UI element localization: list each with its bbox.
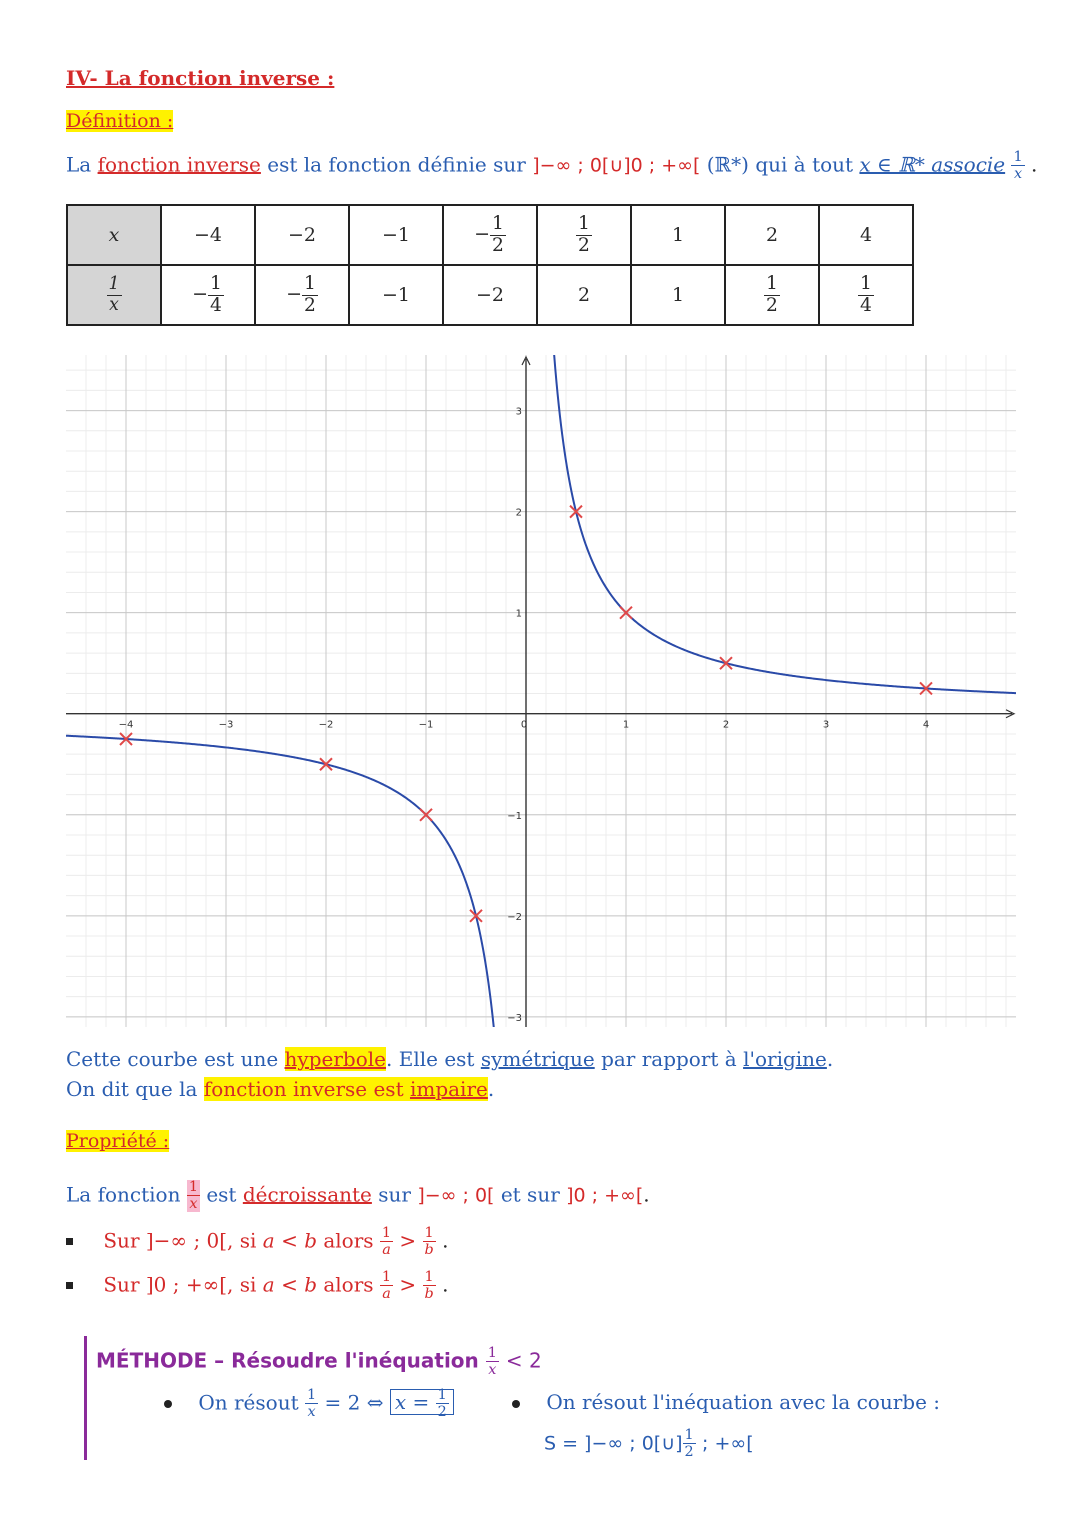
x-tick-label: −4 [118,719,134,731]
table-cell [819,265,913,325]
y-tick-label: −3 [507,1012,522,1024]
curve-t3: . Elle est [386,1047,475,1071]
x-tick-label: −3 [218,719,234,731]
property-label: Propriété : [66,1130,170,1152]
solution-fraction [683,1428,696,1460]
x-tick-label: 3 [822,719,830,731]
def-part-3: est la fonction définie sur [267,152,526,177]
frac-den: b [424,1242,434,1259]
definition-text [66,150,1037,182]
curve-t8: On dit que la [66,1077,198,1101]
curve-line-2 [66,1074,833,1104]
table-cell: 1 [631,265,725,325]
table-cell: 4 [819,205,913,265]
x-tick-label: 4 [922,719,930,731]
curve-branch-positive [553,355,1016,693]
prop-interval-pos: ]0 ; +∞[ [566,1184,644,1207]
def-part-4: qui à tout [755,152,854,177]
bullet1-dot: . [442,1228,449,1253]
frac-den: x [488,1362,497,1379]
prop-t1: La fonction [66,1182,181,1207]
table-cell: 2 [537,265,631,325]
method-title-text: MÉTHODE – Résoudre l'inéquation [96,1348,479,1373]
y-tick-label: 2 [515,507,522,519]
curve-t1: Cette courbe est une [66,1047,279,1071]
frac-num: 1 [381,1225,392,1241]
step1-fraction [305,1388,318,1420]
table-cell: −1 [349,205,443,265]
curve-t5: par rapport à [601,1047,737,1071]
bullet2-frac-b [423,1270,436,1302]
step1-t1: On résout [198,1390,299,1415]
curve-t7: . [826,1047,834,1071]
method-step-1 [164,1388,454,1420]
table-cell: −1 [349,265,443,325]
bullet1-frac-a [380,1226,393,1258]
prop-dot: . [643,1182,650,1207]
prop-t4: sur [378,1182,411,1207]
dot-bullet-icon [512,1400,520,1408]
step1-answer-box [390,1387,454,1421]
prop-frac-num: 1 [188,1179,198,1195]
table-cell: 2 [725,205,819,265]
table-cell [161,265,255,325]
prop-fraction [187,1180,200,1212]
bullet1-frac-b [423,1226,436,1258]
hdr-num: 1 [108,274,120,295]
minus-sign: − [286,283,302,305]
table-header-x: x [67,205,161,265]
property-bullet-1 [66,1226,448,1258]
method-title [96,1346,542,1378]
def-frac-num: 1 [1013,149,1023,165]
bullet2-gt: > [399,1272,417,1297]
bullet1-alors: alors [323,1228,374,1253]
table-cell: −2 [255,205,349,265]
frac-num: 1 [424,1269,434,1285]
def-frac-den: x [1014,166,1023,183]
cell-fraction: $\frac{1}{2}$ [578,212,590,256]
solution-part-2: ; +∞[ [702,1432,754,1455]
curve-line-1 [66,1044,833,1074]
bullet1-gt: > [399,1228,417,1253]
table-header-inverse [67,265,161,325]
table-row-x [67,205,913,265]
frac-den: x [307,1404,316,1421]
square-bullet-icon [66,1282,73,1289]
frac-num: 1 [381,1269,392,1285]
step2-text: On résout l'inéquation avec la courbe : [546,1390,941,1414]
method-side-bar [84,1336,87,1460]
cell-fraction: $\frac{1}{2}$ [492,212,504,256]
frac-num: 1 [487,1345,497,1361]
def-part-1: La [66,152,92,177]
table-cell [255,265,349,325]
term-symetrique: symétrique [480,1047,595,1071]
cell-fraction: $\frac{1}{2}$ [304,272,316,316]
x-tick-label: 1 [622,719,630,731]
bullet1-t1: Sur ]−∞ ; 0[, si [103,1228,257,1253]
y-tick-label: −1 [507,810,522,822]
curve-t11: . [487,1077,495,1101]
table-cell: −2 [443,265,537,325]
frac-num: 1 [424,1225,434,1241]
frac-den: a [382,1286,391,1303]
square-bullet-icon [66,1238,73,1245]
cell-fraction: $\frac{1}{4}$ [210,272,222,316]
table-cell [725,265,819,325]
def-rstar: (ℝ*) [706,152,749,177]
bullet2-t1: Sur ]0 ; +∞[, si [103,1272,257,1297]
bullet2-alors: alors [323,1272,374,1297]
table-cell: −4 [161,205,255,265]
curve-branch-negative [66,736,495,1027]
x-tick-label: 0 [520,719,528,731]
bullet2-dot: . [442,1272,449,1297]
definition-label: Définition : [66,110,174,132]
y-tick-label: 3 [515,406,522,418]
x-tick-label: −1 [418,719,434,731]
minus-sign: − [192,283,208,305]
y-tick-label: −2 [507,911,522,923]
method-ineq-rest: < 2 [505,1348,542,1373]
def-term-fonction-inverse: fonction inverse [97,152,261,177]
table-cell [443,205,537,265]
hdr-den: x [109,294,119,315]
bullet1-cond: a < b [262,1228,317,1253]
y-tick-label: 1 [515,608,522,620]
property-bullet-2 [66,1270,448,1302]
frac-num: 1 [437,1387,447,1403]
term-decroissante: décroissante [242,1182,372,1207]
frac-num: 1 [684,1427,694,1443]
table-row-inverse [67,265,913,325]
value-table [66,204,914,326]
prop-interval-neg: ]−∞ ; 0[ [417,1184,495,1207]
def-domain: ]−∞ ; 0[∪]0 ; +∞[ [532,154,701,177]
prop-frac-den: x [189,1196,198,1213]
solution-part-1: S = ]−∞ ; 0[∪] [544,1432,683,1455]
term-hyperbole: hyperbole [284,1047,387,1071]
def-part-5: x ∈ ℝ* associe [859,152,1006,177]
cell-fraction: $\frac{1}{4}$ [860,272,872,316]
method-fraction [486,1346,499,1378]
method-solution [544,1428,754,1460]
definition-tag [66,110,173,132]
prop-t6: et sur [500,1182,560,1207]
curve-description [66,1044,833,1104]
frac-den: a [382,1242,391,1259]
x-tick-label: 2 [722,719,730,731]
prop-t2: est [206,1182,237,1207]
def-dot: . [1031,152,1038,177]
section-title: IV- La fonction inverse : [66,66,335,90]
frac-den: 2 [684,1444,694,1461]
dot-bullet-icon [164,1400,172,1408]
hyperbola-graph [66,355,1016,1027]
step1-answer-fraction [436,1388,449,1420]
term-fonction-inverse-est: fonction inverse est [203,1077,404,1101]
term-impaire: impaire [409,1077,488,1101]
property-tag [66,1130,169,1152]
minus-sign: − [474,223,490,245]
bullet2-cond: a < b [262,1272,317,1297]
bullet2-frac-a [380,1270,393,1302]
step1-equiv: = 2 ⇔ [324,1390,384,1415]
table-cell: 1 [631,205,725,265]
frac-den: b [424,1286,434,1303]
frac-num: 1 [306,1387,317,1403]
term-origine: l'origine [743,1047,827,1071]
x-tick-label: −2 [318,719,334,731]
step1-x-eq: x = [394,1390,430,1415]
def-fraction [1011,150,1024,182]
table-cell [537,205,631,265]
method-step-2 [512,1390,940,1414]
property-statement [66,1180,650,1212]
frac-den: 2 [437,1404,447,1421]
cell-fraction: $\frac{1}{2}$ [766,272,778,316]
